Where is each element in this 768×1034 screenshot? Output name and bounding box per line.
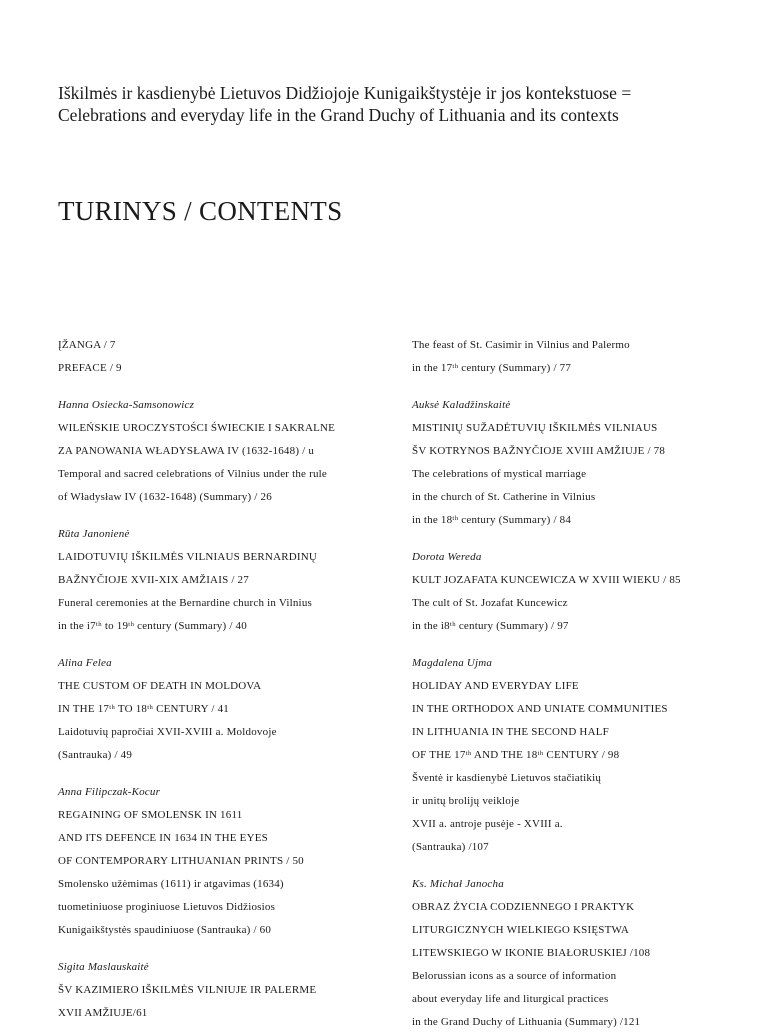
- book-title: [58, 82, 698, 126]
- entry-line: in the 17ᵗʰ century (Summary) / 77: [412, 362, 572, 374]
- entry-line: ŠV KAZIMIERO IŠKILMĖS VILNIUJE IR PALERME: [58, 984, 317, 996]
- contents-left-column: [58, 334, 398, 1025]
- entry-line: tuometiniuose proginiuose Lietuvos Didžiosios: [58, 901, 276, 913]
- entry-line: OF CONTEMPORARY LITHUANIAN PRINTS / 50: [58, 855, 304, 867]
- toc-entry: [412, 394, 752, 532]
- entry-line: OBRAZ ŻYCIA CODZIENNEGO I PRAKTYK: [412, 901, 635, 913]
- entry-line: The cult of St. Jozafat Kuncewicz: [412, 597, 568, 609]
- entry-line: ŠV KOTRYNOS BAŽNYČIOJE XVIII AMŽIUJE / 78: [412, 445, 666, 457]
- toc-entry: [58, 523, 398, 638]
- entry-line: The celebrations of mystical marriage: [412, 468, 587, 480]
- entry-author: Ks. Michał Janocha: [412, 878, 504, 890]
- toc-entry: [58, 956, 398, 1025]
- entry-line: ZA PANOWANIA WŁADYSŁAWA IV (1632-1648) / u: [58, 445, 315, 457]
- title-line-en: Celebrations and everyday life in the Grand Duchy of Lithuania and its contexts: [58, 105, 619, 125]
- entry-line: of Władysław IV (1632-1648) (Summary) / 26: [58, 491, 272, 503]
- toc-entry: [58, 334, 398, 380]
- entry-line: IN LITHUANIA IN THE SECOND HALF: [412, 726, 609, 738]
- toc-entry: [58, 652, 398, 767]
- entry-line: XVII AMŽIUJE/61: [58, 1007, 148, 1019]
- toc-entry: [412, 334, 752, 380]
- entry-line: Laidotuvių papročiai XVII-XVIII a. Moldovoje: [58, 726, 277, 738]
- entry-line: Smolensko užėmimas (1611) ir atgavimas (1634): [58, 878, 284, 890]
- entry-line: AND ITS DEFENCE IN 1634 IN THE EYES: [58, 832, 268, 844]
- entry-line: about everyday life and liturgical practices: [412, 993, 609, 1005]
- entry-line: THE CUSTOM OF DEATH IN MOLDOVA: [58, 680, 262, 692]
- contents-right-column: [412, 334, 752, 1034]
- entry-line: in the church of St. Catherine in Vilnius: [412, 491, 596, 503]
- entry-line: Belorussian icons as a source of information: [412, 970, 617, 982]
- contents-heading: TURINYS / CONTENTS: [58, 196, 343, 226]
- entry-line: PREFACE / 9: [58, 362, 122, 374]
- entry-line: WILEŃSKIE UROCZYSTOŚCI ŚWIECKIE I SAKRALNE: [58, 422, 336, 434]
- entry-line: in the i7ᵗʰ to 19ᵗʰ century (Summary) / 40: [58, 620, 247, 632]
- entry-author: Hanna Osiecka-Samsonowicz: [58, 399, 195, 411]
- entry-line: in the 18ᵗʰ century (Summary) / 84: [412, 514, 572, 526]
- entry-line: ĮŽANGA / 7: [58, 339, 116, 351]
- entry-line: IN THE ORTHODOX AND UNIATE COMMUNITIES: [412, 703, 668, 715]
- entry-line: XVII a. antroje pusėje - XVIII a.: [412, 818, 563, 830]
- toc-entry: [412, 873, 752, 1034]
- entry-line: (Santrauka) / 49: [58, 749, 133, 761]
- entry-line: BAŽNYČIOJE XVII-XIX AMŽIAIS / 27: [58, 574, 249, 586]
- entry-author: Auksė Kaladžinskaitė: [412, 399, 511, 411]
- entry-line: LITURGICZNYCH WIELKIEGO KSIĘSTWA: [412, 924, 630, 936]
- entry-line: IN THE 17ᵗʰ TO 18ᵗʰ CENTURY / 41: [58, 703, 229, 715]
- entry-line: KULT JOZAFATA KUNCEWICZA W XVIII WIEKU / 85: [412, 574, 681, 586]
- entry-author: Rūta Janonienė: [58, 528, 130, 540]
- entry-line: ir unitų brolijų veikloje: [412, 795, 520, 807]
- entry-author: Dorota Wereda: [412, 551, 482, 563]
- title-line-lt: Iškilmės ir kasdienybė Lietuvos Didžiojoje Kunigaikštystėje ir jos kontekstuose =: [58, 83, 632, 103]
- toc-entry: [58, 781, 398, 942]
- entry-author: Magdalena Ujma: [412, 657, 493, 669]
- entry-author: Alina Felea: [58, 657, 112, 669]
- entry-line: LITEWSKIEGO W IKONIE BIAŁORUSKIEJ /108: [412, 947, 651, 959]
- toc-entry: [412, 652, 752, 859]
- entry-line: Šventė ir kasdienybė Lietuvos stačiatikių: [412, 772, 602, 784]
- toc-entry: [58, 394, 398, 509]
- entry-line: in the Grand Duchy of Lithuania (Summary) /121: [412, 1016, 641, 1028]
- entry-line: Kunigaikštystės spaudiniuose (Santrauka) / 60: [58, 924, 272, 936]
- entry-line: REGAINING OF SMOLENSK IN 1611: [58, 809, 243, 821]
- entry-line: OF THE 17ᵗʰ AND THE 18ᵗʰ CENTURY / 98: [412, 749, 620, 761]
- entry-line: (Santrauka) /107: [412, 841, 489, 853]
- entry-author: Anna Filipczak-Kocur: [58, 786, 161, 798]
- entry-line: MISTINIŲ SUŽADĖTUVIŲ IŠKILMĖS VILNIAUS: [412, 422, 658, 434]
- entry-line: LAIDOTUVIŲ IŠKILMĖS VILNIAUS BERNARDINŲ: [58, 551, 318, 563]
- entry-author: Sigita Maslauskaitė: [58, 961, 149, 973]
- entry-line: Temporal and sacred celebrations of Vilnius under the rule: [58, 468, 327, 480]
- entry-line: Funeral ceremonies at the Bernardine church in Vilnius: [58, 597, 312, 609]
- entry-line: HOLIDAY AND EVERYDAY LIFE: [412, 680, 579, 692]
- entry-line: in the i8ᵗʰ century (Summary) / 97: [412, 620, 569, 632]
- toc-entry: [412, 546, 752, 638]
- entry-line: The feast of St. Casimir in Vilnius and Palermo: [412, 339, 630, 351]
